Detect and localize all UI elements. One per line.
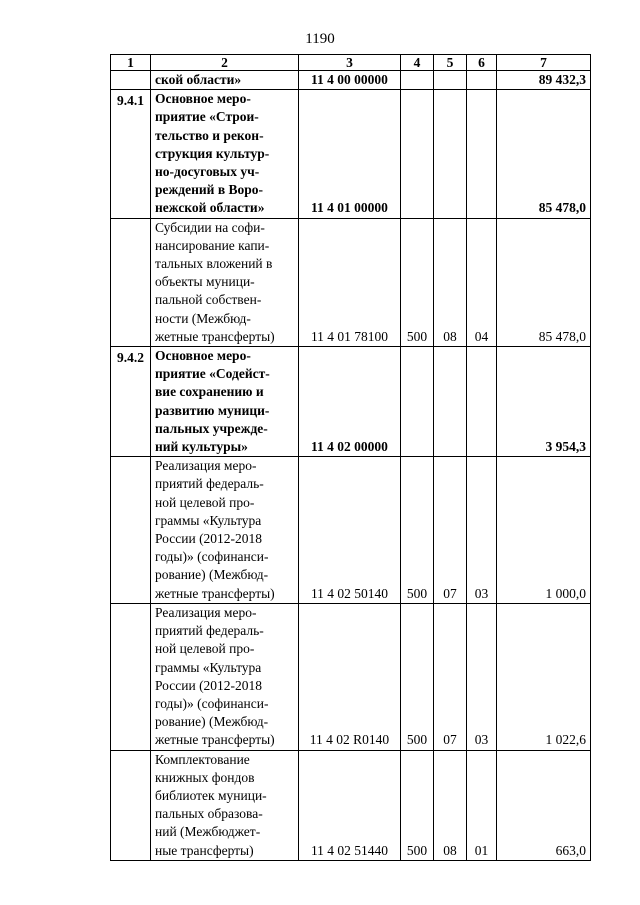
row-number — [111, 71, 151, 90]
column-header: 7 — [497, 55, 591, 71]
row-number — [111, 218, 151, 346]
row-amount: 3 954,3 — [497, 347, 591, 457]
row-col4: 500 — [401, 457, 434, 604]
row-col4 — [401, 90, 434, 218]
row-col4: 500 — [401, 603, 434, 750]
table-row — [111, 347, 591, 457]
row-amount: 663,0 — [497, 750, 591, 860]
page-number: 1190 — [305, 31, 335, 47]
row-name: Комплектование книжных фондов библиотек муници- пальных образова- ний (Межбюджет- ные трансферты) — [151, 750, 299, 860]
table-row — [111, 603, 591, 750]
row-col5: 07 — [434, 457, 467, 604]
row-col4: 500 — [401, 750, 434, 860]
row-code: 11 4 01 78100 — [299, 218, 401, 346]
row-amount: 1 022,6 — [497, 603, 591, 750]
row-amount: 85 478,0 — [497, 90, 591, 218]
row-name: Основное меро- приятие «Содейст- вие сохранению и развитию муници- пальных учрежде- ний культуры» — [151, 347, 299, 457]
row-number: 9.4.1 — [111, 90, 151, 218]
row-number — [111, 603, 151, 750]
row-code: 11 4 02 51440 — [299, 750, 401, 860]
column-header: 1 — [111, 55, 151, 71]
row-col6: 01 — [467, 750, 497, 860]
row-number — [111, 750, 151, 860]
table-row — [111, 750, 591, 860]
row-code: 11 4 01 00000 — [299, 90, 401, 218]
row-col5 — [434, 347, 467, 457]
budget-table — [110, 54, 591, 861]
row-code: 11 4 00 00000 — [299, 71, 401, 90]
row-col6 — [467, 71, 497, 90]
row-col5: 08 — [434, 218, 467, 346]
table-row — [111, 90, 591, 218]
row-name: Реализация меро- приятий федераль- ной целевой про- граммы «Культура России (2012-2018 годы)» (софинанси- рование) (Межбюд- жетные трансферты) — [151, 603, 299, 750]
table-row — [111, 71, 591, 90]
row-col6 — [467, 90, 497, 218]
row-col4 — [401, 347, 434, 457]
row-number — [111, 457, 151, 604]
table-header-row — [111, 55, 591, 71]
row-col4 — [401, 71, 434, 90]
row-amount: 85 478,0 — [497, 218, 591, 346]
row-col6: 04 — [467, 218, 497, 346]
row-col6 — [467, 347, 497, 457]
table-row — [111, 457, 591, 604]
row-col5: 07 — [434, 603, 467, 750]
column-header: 4 — [401, 55, 434, 71]
row-col4: 500 — [401, 218, 434, 346]
row-name: Субсидии на софи- нансирование капи- тальных вложений в объекты муници- пальной собствен- ности (Межбюд- жетные трансферты) — [151, 218, 299, 346]
row-code: 11 4 02 50140 — [299, 457, 401, 604]
row-name: Основное меро- приятие «Строи- тельство и рекон- струкция культур- но-досуговых уч- реждений в Воро- нежской области» — [151, 90, 299, 218]
row-amount: 1 000,0 — [497, 457, 591, 604]
row-col5 — [434, 71, 467, 90]
column-header: 6 — [467, 55, 497, 71]
table-row — [111, 218, 591, 346]
row-code: 11 4 02 R0140 — [299, 603, 401, 750]
column-header: 3 — [299, 55, 401, 71]
row-name: ской области» — [151, 71, 299, 90]
row-col6: 03 — [467, 603, 497, 750]
row-col6: 03 — [467, 457, 497, 604]
row-col5: 08 — [434, 750, 467, 860]
row-amount: 89 432,3 — [497, 71, 591, 90]
column-header: 2 — [151, 55, 299, 71]
column-header: 5 — [434, 55, 467, 71]
row-number: 9.4.2 — [111, 347, 151, 457]
row-col5 — [434, 90, 467, 218]
row-name: Реализация меро- приятий федераль- ной целевой про- граммы «Культура России (2012-2018 годы)» (софинанси- рование) (Межбюд- жетные трансферты) — [151, 457, 299, 604]
row-code: 11 4 02 00000 — [299, 347, 401, 457]
